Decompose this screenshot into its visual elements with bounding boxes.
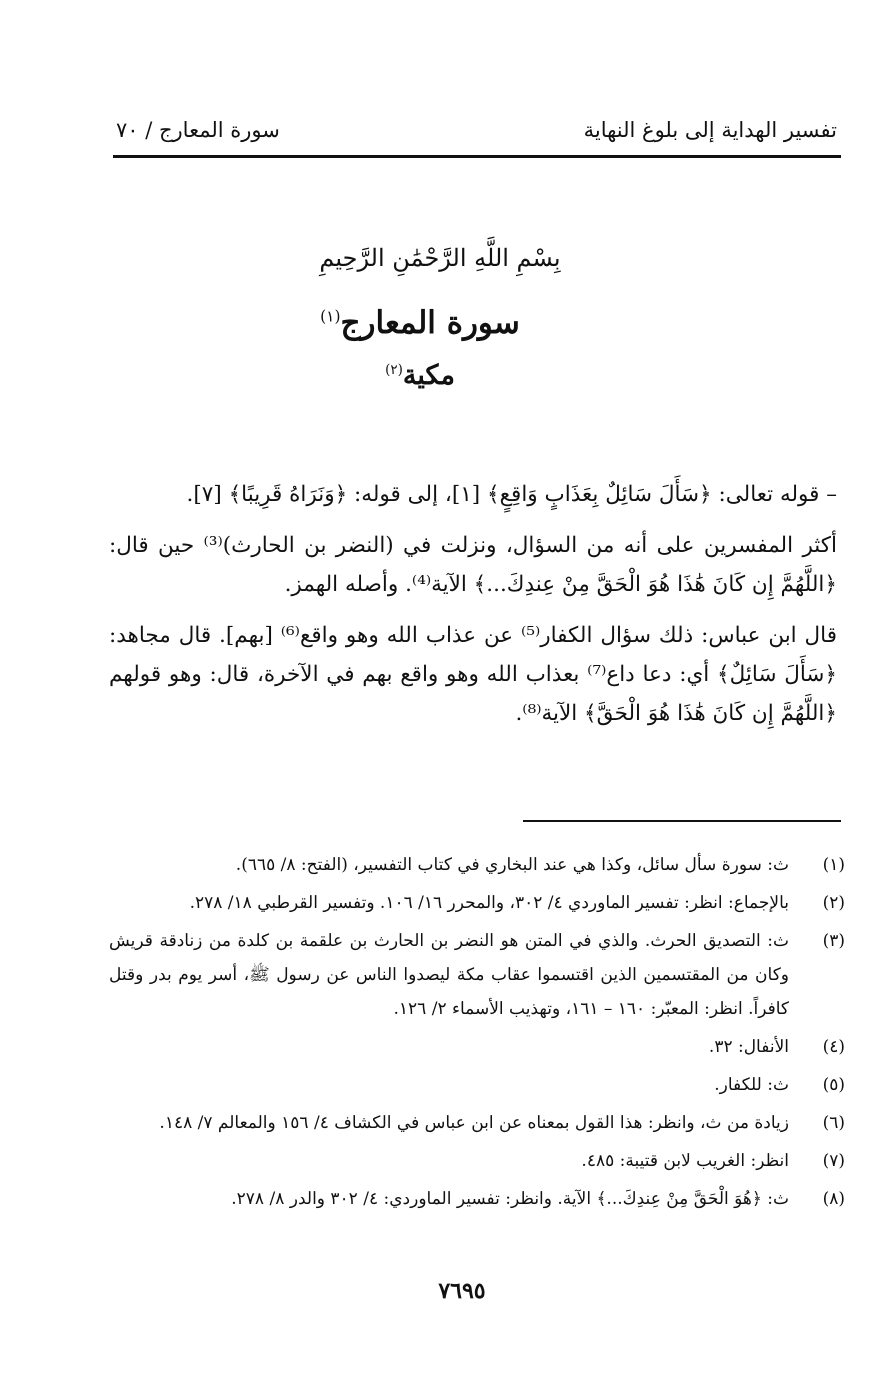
footnote-text: بالإجماع: انظر: تفسير الماوردي ٤/ ٣٠٢، والمحرر ١٦/ ١٠٦. وتفسير القرطبي ١٨/ ٢٧٨. [189, 893, 789, 913]
footnote-number: (٤) [822, 1037, 845, 1057]
footnotes [109, 848, 845, 1220]
footnote-item [109, 1068, 845, 1102]
running-header-surah-page: سورة المعارج / ٧٠ [116, 118, 280, 142]
footnote-text: ث: للكفار. [714, 1075, 789, 1095]
footnote-text: ث: التصديق الحرث. والذي في المتن هو النضر بن الحارث بن علقمة بن كلدة من زنادقة قريش وكان من المقتسمين الذين اقتسموا عقاب مكة ليصدوا الناس عن رسول ﷺ، أسر يوم بدر وقتل كافراً. انظر: المعبّر: ١٦٠ – ١٦١، وتهذيب الأسماء ٢/ ١٢٦. [109, 931, 789, 1019]
footnote-item [109, 848, 845, 882]
header-divider [113, 155, 841, 158]
footnote-text: ث: ﴿هُوَ الْحَقَّ مِنْ عِندِكَ...﴾ الآية. وانظر: تفسير الماوردي: ٤/ ٣٠٢ والدر ٨/ ٢٧٨. [231, 1189, 789, 1209]
footnote-text: زيادة من ث، وانظر: هذا القول بمعناه عن ابن عباس في الكشاف ٤/ ١٥٦ والمعالم ٧/ ١٤٨. [159, 1113, 789, 1133]
running-header-book-title: تفسير الهداية إلى بلوغ النهاية [583, 118, 837, 142]
footnote-number: (٣) [822, 931, 845, 951]
paragraph-commentary: أكثر المفسرين على أنه من السؤال، ونزلت في (النضر بن الحارث)⁽³⁾ حين قال: ﴿اللَّهُمَّ إِن كَانَ هَٰذَا هُوَ الْحَقَّ مِنْ عِندِكَ...﴾ الآية⁽⁴⁾. وأصله الهمز. [109, 533, 837, 597]
footnote-number: (١) [822, 855, 845, 875]
footnote-number: (٦) [822, 1113, 845, 1133]
footnote-item [109, 1030, 845, 1064]
footnote-text: ث: سورة سأل سائل، وكذا هي عند البخاري في كتاب التفسير، (الفتح: ٨/ ٦٦٥). [235, 855, 789, 875]
paragraph-ibn-abbas: قال ابن عباس: ذلك سؤال الكفار⁽⁵⁾ عن عذاب الله وهو واقع⁽⁶⁾ [بهم]. قال مجاهد: ﴿سَأَلَ سَائِلٌ﴾ أي: دعا داع⁽⁷⁾ بعذاب الله وهو واقع بهم في الآخرة، قال: وهو قولهم ﴿اللَّهُمَّ إِن كَانَ هَٰذَا هُوَ الْحَقَّ﴾ الآية⁽⁸⁾. [109, 623, 837, 726]
footnote-number: (٥) [822, 1075, 845, 1095]
footnote-number: (٢) [822, 893, 845, 913]
surah-type-text: مكية [402, 360, 455, 391]
surah-title-text: سورة المعارج [340, 305, 520, 341]
footnote-item [109, 1182, 845, 1216]
footnote-item [109, 886, 845, 920]
surah-title-footnote-ref: (١) [320, 307, 341, 326]
footnote-number: (٧) [822, 1151, 845, 1171]
tafsir-body [109, 475, 837, 745]
footnote-divider [523, 820, 841, 822]
surah-title [250, 305, 590, 341]
footnote-item [109, 1144, 845, 1178]
footnote-item [109, 1106, 845, 1140]
page-number: ٧٦٩٥ [438, 1278, 486, 1304]
footnote-item [109, 924, 845, 1026]
footnote-text: انظر: الغريب لابن قتيبة: ٤٨٥. [581, 1151, 789, 1171]
surah-type [330, 360, 510, 391]
basmala: بِسْمِ اللَّهِ الرَّحْمَٰنِ الرَّحِيمِ [319, 244, 561, 272]
footnote-number: (٨) [822, 1189, 845, 1209]
paragraph-verse-quote: – قوله تعالى: ﴿سَأَلَ سَائِلٌ بِعَذَابٍ وَاقِعٍ﴾ [١]، إلى قوله: ﴿وَنَرَاهُ قَرِيبًا﴾ [٧]. [186, 482, 837, 507]
footnote-text: الأنفال: ٣٢. [708, 1037, 789, 1057]
surah-type-footnote-ref: (٢) [385, 362, 403, 378]
